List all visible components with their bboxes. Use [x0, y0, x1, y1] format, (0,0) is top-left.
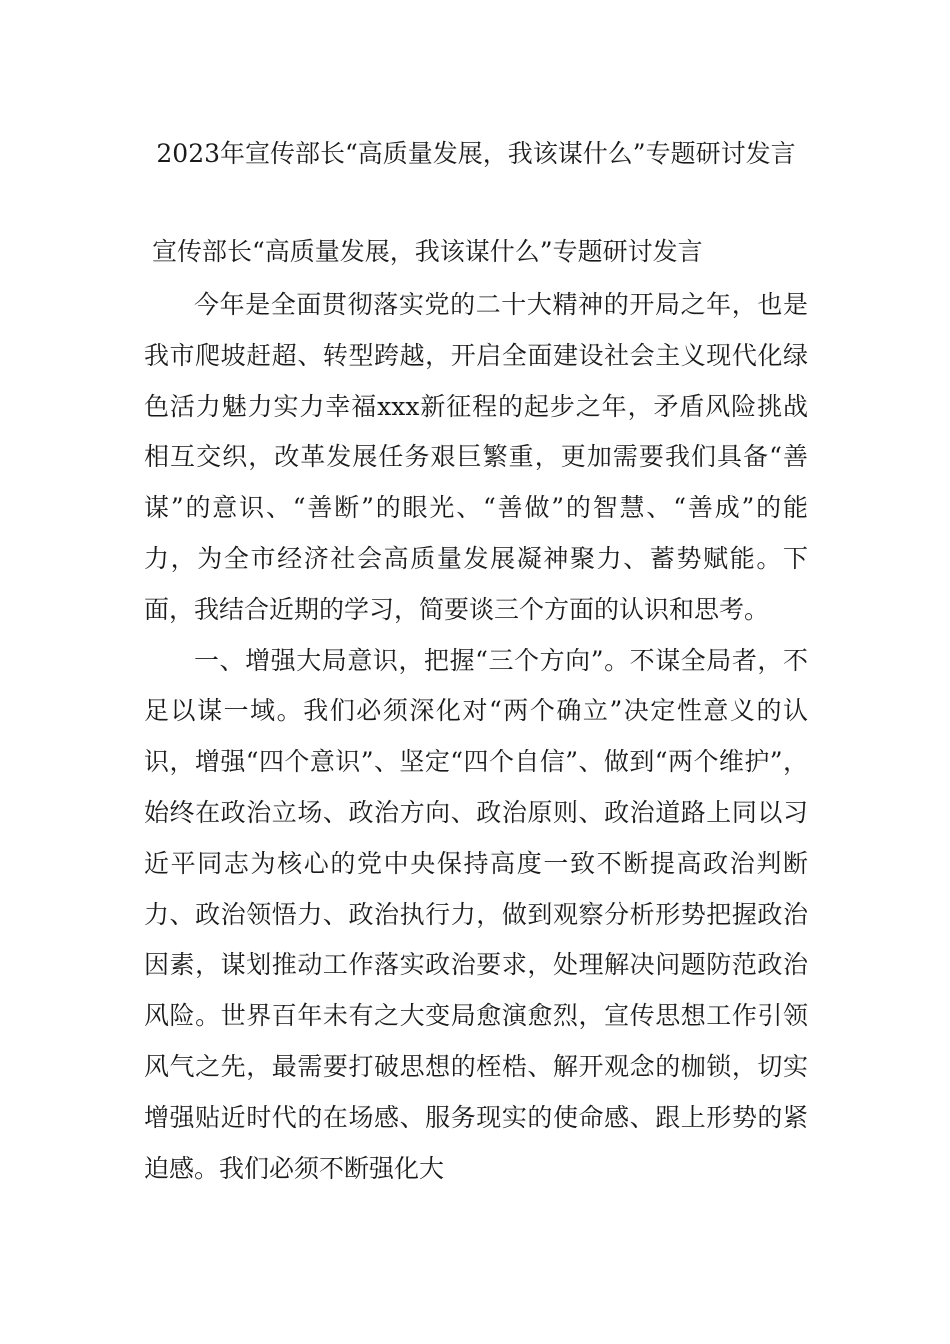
paragraph-intro: 今年是全面贯彻落实党的二十大精神的开局之年，也是我市爬坡赶超、转型跨越，开启全面建设社会主义现代化绿色活力魅力实力幸福xxx新征程的起步之年，矛盾风险挑战相互交织，改革发展任务艰巨繁重，更加需要我们具备“善谋”的意识、“善断”的眼光、“善做”的智慧、“善成”的能力，为全市经济社会高质量发展凝神聚力、蓄势赋能。下面，我结合近期的学习，简要谈三个方面的认识和思考。 — [144, 290, 808, 624]
document-body — [144, 280, 808, 1194]
document-subtitle: 宣传部长“高质量发展，我该谋什么”专题研讨发言 — [152, 237, 703, 266]
paragraph-section-one: 一、增强大局意识，把握“三个方向”。不谋全局者，不足以谋一域。我们必须深化对“两个确立”决定性意义的认识，增强“四个意识”、坚定“四个自信”、做到“两个维护”，始终在政治立场、政治方向、政治原则、政治道路上同以习近平同志为核心的党中央保持高度一致不断提高政治判断力、政治领悟力、政治执行力，做到观察分析形势把握政治因素，谋划推动工作落实政治要求，处理解决问题防范政治风险。世界百年未有之大变局愈演愈烈，宣传思想工作引领风气之先，最需要打破思想的桎梏、解开观念的枷锁，切实增强贴近时代的在场感、服务现实的使命感、跟上形势的紧迫感。我们必须不断强化大 — [144, 645, 808, 1183]
document-title: 2023年宣传部长“高质量发展，我该谋什么”专题研讨发言 — [156, 139, 796, 168]
